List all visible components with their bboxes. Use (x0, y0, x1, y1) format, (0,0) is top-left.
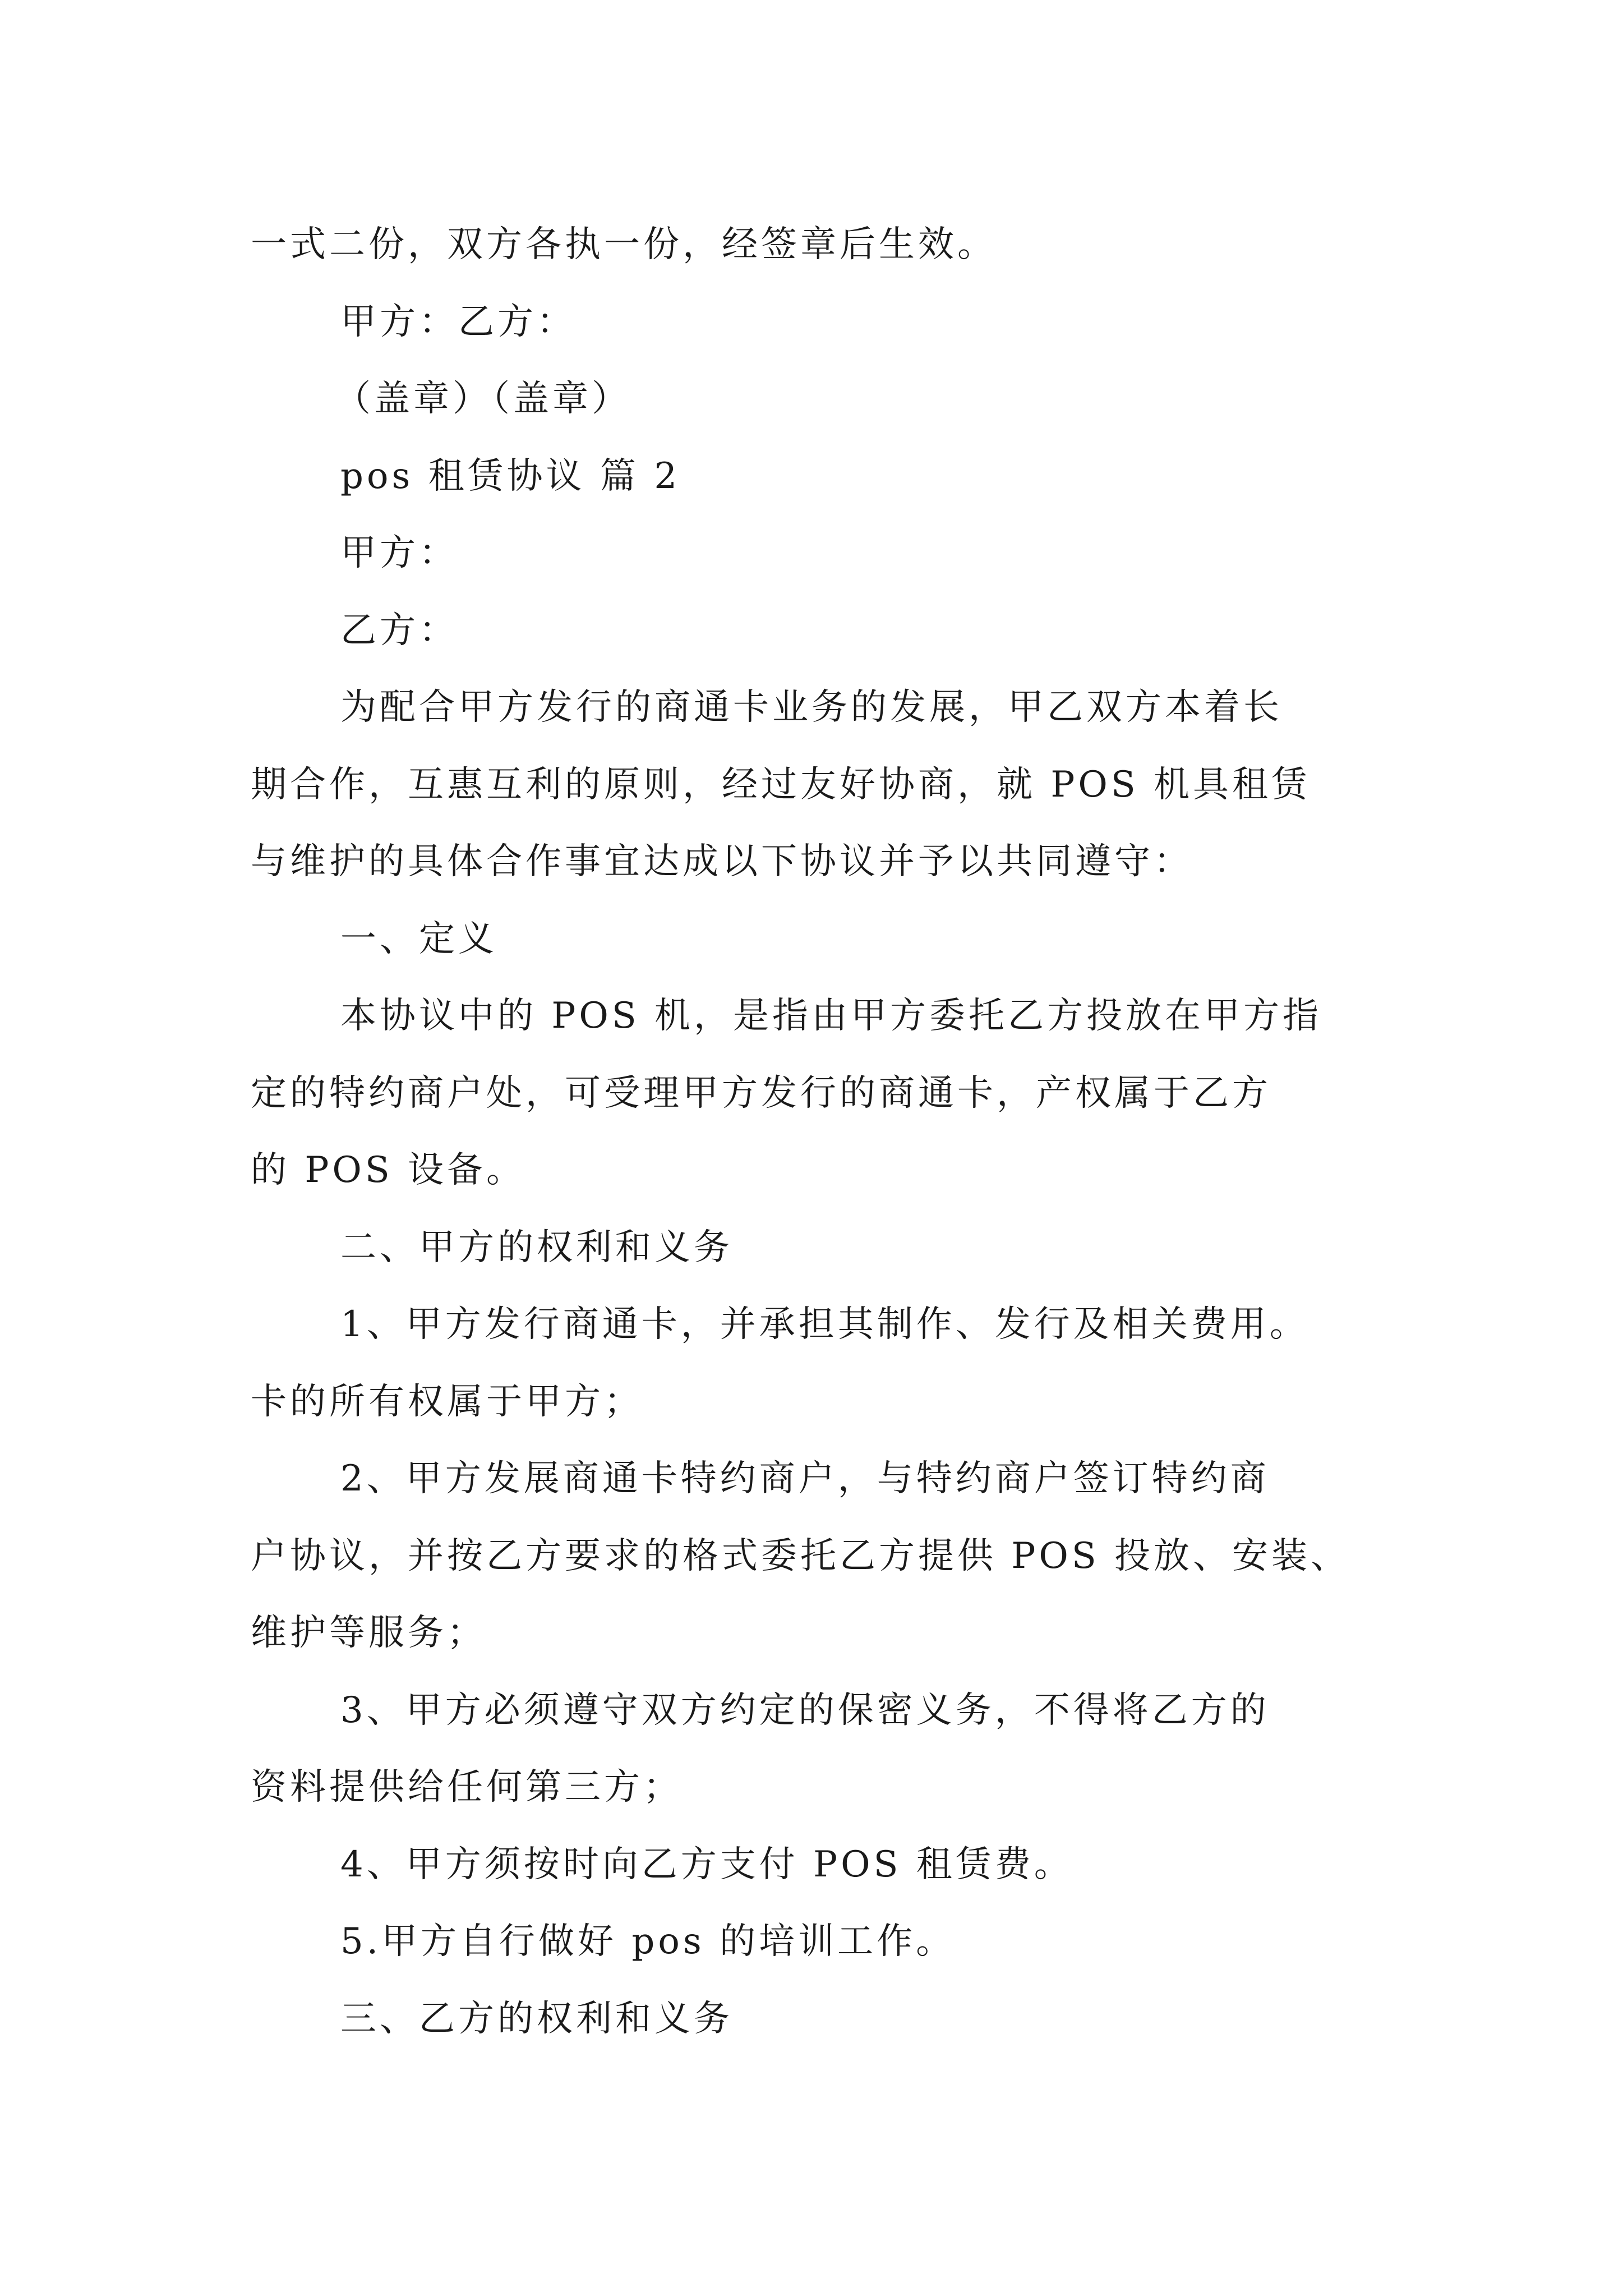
clause-line: 资料提供给任何第三方； (251, 1766, 683, 1808)
clause-line: 2、甲方发展商通卡特约商户，与特约商户签订特约商 (340, 1458, 1270, 1499)
clause-line: 5.甲方自行做好 pos 的培训工作。 (340, 1921, 956, 1962)
clause-line: 卡的所有权属于甲方； (251, 1381, 643, 1423)
section-title: pos 租赁协议 篇 2 (340, 455, 681, 497)
paragraph-line: 一式二份，双方各执一份，经签章后生效。 (251, 224, 997, 265)
clause-line: 3、甲方必须遵守双方约定的保密义务，不得将乙方的 (340, 1689, 1270, 1731)
document-body (251, 206, 1389, 2058)
clause-line: 维护等服务； (251, 1612, 486, 1654)
clause-line: 1、甲方发行商通卡，并承担其制作、发行及相关费用。 (340, 1304, 1309, 1345)
signature-parties-line: 甲方：乙方： (340, 301, 576, 343)
section-heading: 三、乙方的权利和义务 (340, 1998, 733, 2040)
paragraph-line: 定的特约商户处，可受理甲方发行的商通卡，产权属于乙方 (251, 1072, 1271, 1114)
seal-line: （盖章）（盖章） (335, 378, 631, 420)
paragraph-line: 的 POS 设备。 (251, 1149, 526, 1191)
party-b-label: 乙方： (340, 609, 458, 651)
paragraph-line: 期合作，互惠互利的原则，经过友好协商，就 POS 机具租赁 (251, 763, 1311, 806)
party-a-label: 甲方： (340, 532, 458, 574)
paragraph-line: 本协议中的 POS 机，是指由甲方委托乙方投放在甲方指 (340, 995, 1322, 1037)
section-heading: 二、甲方的权利和义务 (340, 1226, 733, 1268)
clause-line: 户协议，并按乙方要求的格式委托乙方提供 POS 投放、安装、 (251, 1535, 1350, 1577)
paragraph-line: 与维护的具体合作事宜达成以下协议并予以共同遵守： (251, 841, 1193, 882)
paragraph-line: 为配合甲方发行的商通卡业务的发展，甲乙双方本着长 (340, 687, 1283, 728)
section-heading: 一、定义 (340, 918, 497, 960)
clause-line: 4、甲方须按时向乙方支付 POS 租赁费。 (340, 1843, 1073, 1885)
